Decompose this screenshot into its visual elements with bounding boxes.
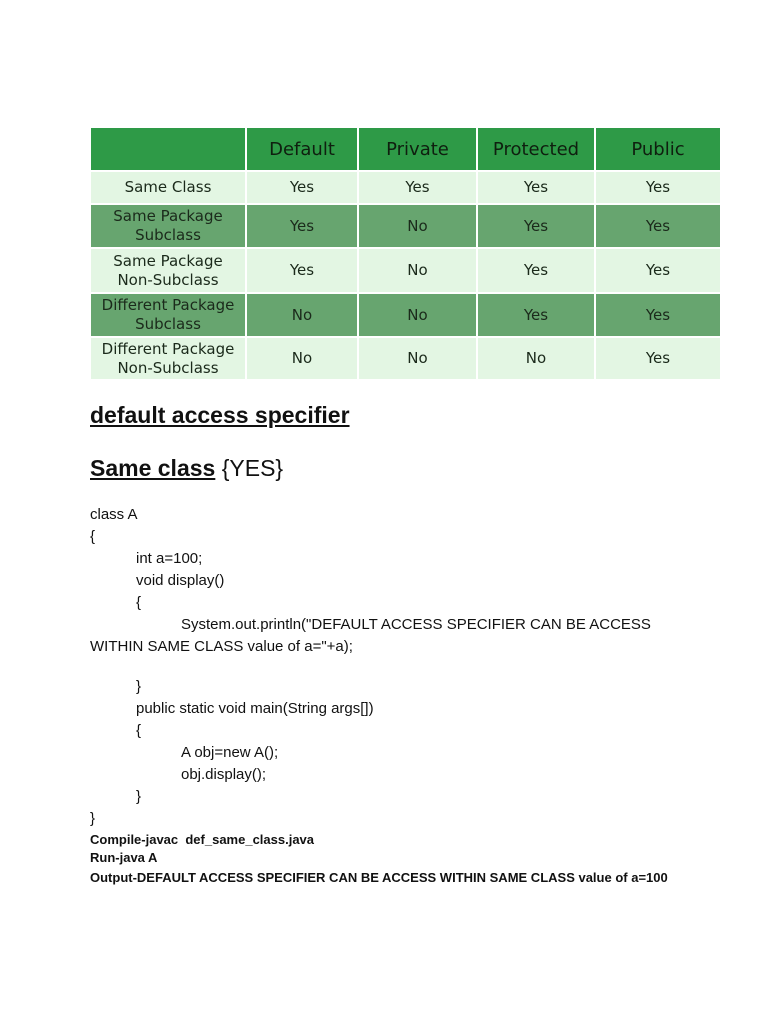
- code-line: A obj=new A();: [181, 744, 279, 761]
- cell-protected: Yes: [477, 248, 595, 293]
- header-public: Public: [595, 127, 721, 171]
- header-corner-cell: [90, 127, 246, 171]
- code-line: }: [136, 788, 142, 805]
- section-title-text: default access specifier: [90, 402, 350, 428]
- code-line: {: [90, 528, 96, 545]
- cell-public: Yes: [595, 337, 721, 380]
- code-line: obj.display();: [181, 766, 267, 783]
- cell-protected: Yes: [477, 171, 595, 204]
- row-label-line2: Subclass: [135, 226, 201, 244]
- table-row-different-package-subclass: [90, 293, 721, 337]
- row-label-line1: Different Package: [101, 339, 235, 358]
- subsection-title-text: Same class: [90, 455, 216, 481]
- subsection-title: [90, 455, 283, 482]
- section-title: [90, 402, 350, 429]
- cell-default: Yes: [246, 204, 358, 248]
- cell-public: Yes: [595, 248, 721, 293]
- cell-default: No: [246, 293, 358, 337]
- code-line: }: [136, 678, 142, 695]
- cell-default: Yes: [246, 248, 358, 293]
- cell-protected: Yes: [477, 293, 595, 337]
- header-private: Private: [358, 127, 477, 171]
- cell-private: No: [358, 248, 477, 293]
- cell-public: Yes: [595, 171, 721, 204]
- row-label-line1: Different Package: [101, 296, 235, 314]
- row-label: Same Class: [90, 171, 246, 204]
- cell-default: No: [246, 337, 358, 380]
- header-protected: Protected: [477, 127, 595, 171]
- row-label-line2: Non-Subclass: [117, 270, 219, 289]
- cell-private: No: [358, 204, 477, 248]
- row-label: [90, 293, 246, 337]
- header-default: Default: [246, 127, 358, 171]
- code-line: WITHIN SAME CLASS value of a="+a);: [90, 638, 353, 655]
- compile-command: Compile-javac def_same_class.java: [90, 832, 315, 847]
- code-line: void display(): [136, 572, 225, 589]
- code-line: int a=100;: [136, 550, 203, 567]
- subsection-tag: {YES}: [215, 455, 284, 481]
- row-label-line1: Same Package: [113, 207, 223, 225]
- row-label-line2: Subclass: [135, 315, 201, 333]
- row-label: [90, 337, 246, 380]
- code-line: }: [90, 810, 96, 827]
- code-line: {: [136, 722, 142, 739]
- code-line: class A: [90, 506, 138, 523]
- row-label: [90, 248, 246, 293]
- cell-private: No: [358, 337, 477, 380]
- cell-public: Yes: [595, 293, 721, 337]
- cell-protected: No: [477, 337, 595, 380]
- access-modifier-table: [89, 126, 722, 381]
- code-line: System.out.println("DEFAULT ACCESS SPECIFIER CAN BE ACCESS: [181, 616, 651, 633]
- run-command: Run-java A: [90, 850, 158, 865]
- table-row-same-package-non-subclass: [90, 248, 721, 293]
- cell-public: Yes: [595, 204, 721, 248]
- row-label: [90, 204, 246, 248]
- table-header-row: [90, 127, 721, 171]
- cell-private: Yes: [358, 171, 477, 204]
- table-row-same-package-subclass: [90, 204, 721, 248]
- output-line: Output-DEFAULT ACCESS SPECIFIER CAN BE ACCESS WITHIN SAME CLASS value of a=100: [90, 870, 668, 885]
- table-row-different-package-non-subclass: [90, 337, 721, 380]
- row-label-line1: Same Package: [113, 251, 223, 270]
- cell-default: Yes: [246, 171, 358, 204]
- cell-private: No: [358, 293, 477, 337]
- code-line: {: [136, 594, 142, 611]
- table-row-same-class: [90, 171, 721, 204]
- cell-protected: Yes: [477, 204, 595, 248]
- row-label-line2: Non-Subclass: [117, 358, 219, 377]
- code-line: public static void main(String args[]): [136, 700, 374, 717]
